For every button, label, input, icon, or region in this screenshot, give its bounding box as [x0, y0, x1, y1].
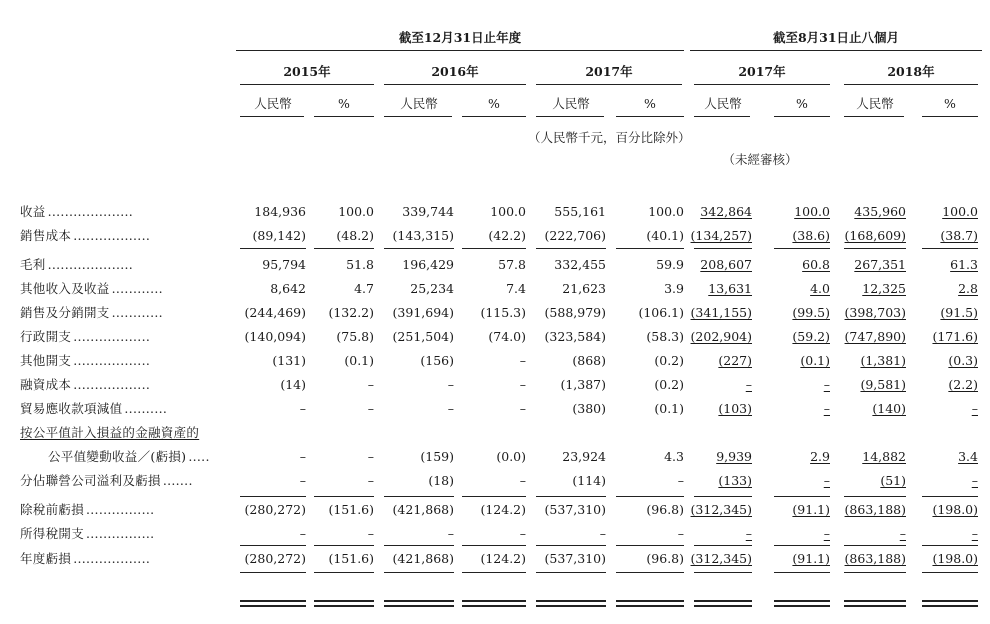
- subtotal-rule: [536, 545, 606, 546]
- cell-rmb-amount: (537,310): [544, 502, 606, 517]
- cell-rmb-amount: –: [447, 377, 454, 392]
- cell-rmb-amount: –: [745, 526, 752, 541]
- cell-rmb-amount: –: [899, 526, 906, 541]
- cell-rmb-amount: –: [599, 526, 606, 541]
- cell-rmb-amount: 12,325: [862, 281, 906, 296]
- total-double-rule: [384, 605, 454, 607]
- row-leader-dots: ............: [111, 281, 163, 296]
- cell-percent: –: [971, 401, 978, 416]
- cell-percent: 100.0: [338, 204, 374, 219]
- subtotal-rule: [384, 545, 454, 546]
- row-leader-dots: ..................: [73, 329, 151, 344]
- total-double-rule: [694, 600, 752, 602]
- subtotal-rule: [616, 248, 684, 249]
- cell-percent: 4.7: [354, 281, 374, 296]
- year-header: 2018年: [887, 64, 935, 79]
- row-label: 銷售及分銷開支: [20, 305, 110, 320]
- total-double-rule: [314, 600, 374, 602]
- year-header-rule: [844, 84, 978, 85]
- column-header-rmb-rule: [844, 116, 904, 117]
- column-header-rmb: 人民幣: [400, 96, 438, 111]
- cell-percent: 2.8: [958, 281, 978, 296]
- row-label: 收益: [20, 204, 46, 219]
- cell-rmb-amount: (323,584): [544, 329, 606, 344]
- subtotal-rule: [694, 545, 752, 546]
- subtotal-rule: [616, 572, 684, 573]
- cell-percent: –: [677, 526, 684, 541]
- cell-percent: –: [519, 353, 526, 368]
- cell-rmb-amount: (140,094): [244, 329, 306, 344]
- cell-rmb-amount: –: [745, 377, 752, 392]
- cell-percent: (151.6): [328, 502, 374, 517]
- cell-percent: (2.2): [948, 377, 978, 392]
- subtotal-rule: [774, 496, 830, 497]
- subtotal-rule: [922, 496, 978, 497]
- cell-percent: (40.1): [646, 228, 684, 243]
- cell-rmb-amount: (1,387): [560, 377, 606, 392]
- cell-percent: (99.5): [792, 305, 830, 320]
- cell-percent: (91.1): [792, 551, 830, 566]
- cell-rmb-amount: (143,315): [392, 228, 454, 243]
- subtotal-rule: [922, 545, 978, 546]
- row-leader-dots: .....: [188, 449, 210, 464]
- cell-rmb-amount: –: [299, 526, 306, 541]
- cell-rmb-amount: (391,694): [392, 305, 454, 320]
- cell-percent: (132.2): [328, 305, 374, 320]
- subtotal-rule: [314, 496, 374, 497]
- row-leader-dots: ............: [111, 305, 163, 320]
- row-label: 分佔聯營公司溢利及虧損: [20, 473, 161, 488]
- unit-note: （人民幣千元，百分比除外）: [528, 130, 691, 145]
- cell-rmb-amount: (380): [572, 401, 606, 416]
- cell-percent: (74.0): [488, 329, 526, 344]
- total-double-rule: [774, 605, 830, 607]
- year-header: 2017年: [585, 64, 633, 79]
- column-header-pct-rule: [462, 116, 526, 117]
- cell-rmb-amount: (131): [272, 353, 306, 368]
- cell-rmb-amount: (421,868): [392, 502, 454, 517]
- cell-rmb-amount: 342,864: [700, 204, 752, 219]
- cell-rmb-amount: 332,455: [554, 257, 606, 272]
- cell-percent: 59.9: [656, 257, 684, 272]
- subtotal-rule: [844, 545, 906, 546]
- cell-percent: 100.0: [648, 204, 684, 219]
- total-double-rule: [314, 605, 374, 607]
- column-header-pct: %: [796, 96, 808, 111]
- cell-percent: –: [823, 473, 830, 488]
- cell-percent: (151.6): [328, 551, 374, 566]
- year-header: 2017年: [738, 64, 786, 79]
- cell-percent: –: [519, 526, 526, 541]
- column-header-pct: %: [488, 96, 500, 111]
- cell-percent: (198.0): [932, 551, 978, 566]
- cell-percent: 60.8: [802, 257, 830, 272]
- subtotal-rule: [536, 496, 606, 497]
- cell-percent: (96.8): [646, 502, 684, 517]
- cell-percent: –: [971, 473, 978, 488]
- year-header-rule: [240, 84, 374, 85]
- row-label: 所得稅開支: [20, 526, 85, 541]
- cell-rmb-amount: 435,960: [854, 204, 906, 219]
- cell-rmb-amount: (280,272): [244, 551, 306, 566]
- subtotal-rule: [844, 496, 906, 497]
- year-header-rule: [694, 84, 830, 85]
- subtotal-rule: [844, 248, 906, 249]
- subtotal-rule: [462, 545, 526, 546]
- subtotal-rule: [314, 572, 374, 573]
- subtotal-rule: [774, 248, 830, 249]
- cell-percent: 57.8: [498, 257, 526, 272]
- group-header-fiscal-year: 截至12月31日止年度: [398, 30, 522, 45]
- total-double-rule: [844, 600, 906, 602]
- subtotal-rule: [774, 545, 830, 546]
- row-label: 其他開支: [20, 353, 72, 368]
- row-leader-dots: ..................: [73, 551, 151, 566]
- subtotal-rule: [462, 572, 526, 573]
- cell-rmb-amount: 23,924: [562, 449, 606, 464]
- cell-rmb-amount: (159): [420, 449, 454, 464]
- total-double-rule: [694, 605, 752, 607]
- cell-rmb-amount: 555,161: [554, 204, 606, 219]
- cell-percent: –: [367, 377, 374, 392]
- total-double-rule: [240, 605, 306, 607]
- cell-percent: –: [677, 473, 684, 488]
- group-header-eight-months: 截至8月31日止八個月: [772, 30, 900, 45]
- subtotal-rule: [240, 572, 306, 573]
- total-double-rule: [616, 600, 684, 602]
- cell-percent: 61.3: [950, 257, 978, 272]
- cell-rmb-amount: (588,979): [544, 305, 606, 320]
- year-header-rule: [536, 84, 682, 85]
- subtotal-rule: [922, 572, 978, 573]
- cell-percent: –: [367, 401, 374, 416]
- subtotal-rule: [694, 572, 752, 573]
- cell-percent: (91.5): [940, 305, 978, 320]
- cell-percent: (115.3): [480, 305, 526, 320]
- cell-percent: 100.0: [490, 204, 526, 219]
- cell-percent: –: [367, 473, 374, 488]
- subtotal-rule: [240, 248, 306, 249]
- cell-percent: (48.2): [336, 228, 374, 243]
- column-header-pct-rule: [616, 116, 684, 117]
- column-header-rmb-rule: [240, 116, 304, 117]
- cell-rmb-amount: (863,188): [844, 551, 906, 566]
- total-double-rule: [462, 600, 526, 602]
- cell-rmb-amount: (280,272): [244, 502, 306, 517]
- row-leader-dots: ................: [86, 526, 155, 541]
- year-header: 2015年: [283, 64, 331, 79]
- row-leader-dots: ..................: [73, 228, 151, 243]
- cell-percent: –: [519, 377, 526, 392]
- cell-rmb-amount: (114): [572, 473, 606, 488]
- cell-percent: (42.2): [488, 228, 526, 243]
- cell-percent: (0.1): [800, 353, 830, 368]
- cell-percent: 4.3: [664, 449, 684, 464]
- cell-percent: (96.8): [646, 551, 684, 566]
- subtotal-rule: [616, 545, 684, 546]
- cell-rmb-amount: (133): [718, 473, 752, 488]
- total-double-rule: [384, 600, 454, 602]
- row-leader-dots: ..................: [73, 377, 151, 392]
- cell-rmb-amount: (51): [880, 473, 906, 488]
- row-leader-dots: .......: [162, 473, 193, 488]
- cell-rmb-amount: –: [299, 401, 306, 416]
- year-header: 2016年: [431, 64, 479, 79]
- cell-percent: –: [823, 401, 830, 416]
- cell-percent: –: [367, 449, 374, 464]
- cell-percent: (0.0): [496, 449, 526, 464]
- cell-percent: 3.4: [958, 449, 978, 464]
- year-header-rule: [384, 84, 526, 85]
- cell-rmb-amount: 21,623: [562, 281, 606, 296]
- cell-percent: (91.1): [792, 502, 830, 517]
- cell-rmb-amount: –: [299, 473, 306, 488]
- cell-rmb-amount: (156): [420, 353, 454, 368]
- cell-rmb-amount: (1,381): [860, 353, 906, 368]
- subtotal-rule: [536, 572, 606, 573]
- cell-rmb-amount: (312,345): [690, 551, 752, 566]
- cell-rmb-amount: 196,429: [402, 257, 454, 272]
- cell-percent: –: [823, 526, 830, 541]
- cell-rmb-amount: (89,142): [252, 228, 306, 243]
- subtotal-rule: [694, 248, 752, 249]
- column-header-pct-rule: [774, 116, 830, 117]
- cell-percent: (0.3): [948, 353, 978, 368]
- row-leader-dots: ..................: [73, 353, 151, 368]
- cell-rmb-amount: 14,882: [862, 449, 906, 464]
- cell-percent: (38.7): [940, 228, 978, 243]
- cell-rmb-amount: (251,504): [392, 329, 454, 344]
- cell-rmb-amount: –: [299, 449, 306, 464]
- cell-rmb-amount: 184,936: [254, 204, 306, 219]
- column-header-rmb: 人民幣: [856, 96, 894, 111]
- subtotal-rule: [774, 572, 830, 573]
- cell-percent: (58.3): [646, 329, 684, 344]
- cell-rmb-amount: (421,868): [392, 551, 454, 566]
- cell-percent: (59.2): [792, 329, 830, 344]
- column-header-pct: %: [338, 96, 350, 111]
- cell-percent: (0.2): [654, 377, 684, 392]
- cell-percent: (0.1): [654, 401, 684, 416]
- cell-percent: (106.1): [638, 305, 684, 320]
- cell-rmb-amount: 208,607: [700, 257, 752, 272]
- total-double-rule: [922, 605, 978, 607]
- cell-percent: (171.6): [932, 329, 978, 344]
- row-label: 年度虧損: [20, 551, 72, 566]
- subtotal-rule: [384, 496, 454, 497]
- subtotal-rule: [384, 248, 454, 249]
- cell-percent: (198.0): [932, 502, 978, 517]
- cell-rmb-amount: (14): [280, 377, 306, 392]
- column-header-pct-rule: [314, 116, 374, 117]
- cell-rmb-amount: (863,188): [844, 502, 906, 517]
- row-label: 貿易應收款項減值: [20, 401, 123, 416]
- cell-rmb-amount: (868): [572, 353, 606, 368]
- column-header-rmb: 人民幣: [704, 96, 742, 111]
- cell-rmb-amount: 95,794: [262, 257, 306, 272]
- cell-percent: –: [971, 526, 978, 541]
- cell-percent: –: [519, 401, 526, 416]
- cell-rmb-amount: –: [447, 401, 454, 416]
- row-leader-dots: ................: [86, 502, 155, 517]
- subtotal-rule: [240, 496, 306, 497]
- subtotal-rule: [314, 248, 374, 249]
- row-leader-dots: ..........: [124, 401, 168, 416]
- total-double-rule: [922, 600, 978, 602]
- subtotal-rule: [616, 496, 684, 497]
- subtotal-rule: [844, 572, 906, 573]
- subtotal-rule: [240, 545, 306, 546]
- cell-rmb-amount: (537,310): [544, 551, 606, 566]
- column-header-rmb-rule: [384, 116, 452, 117]
- cell-percent: 100.0: [794, 204, 830, 219]
- cell-rmb-amount: (398,703): [844, 305, 906, 320]
- column-header-rmb: 人民幣: [254, 96, 292, 111]
- cell-rmb-amount: (202,904): [690, 329, 752, 344]
- cell-rmb-amount: (134,257): [690, 228, 752, 243]
- cell-rmb-amount: 25,234: [410, 281, 454, 296]
- cell-rmb-amount: (9,581): [860, 377, 906, 392]
- cell-rmb-amount: (341,155): [690, 305, 752, 320]
- cell-percent: (75.8): [336, 329, 374, 344]
- cell-rmb-amount: 13,631: [708, 281, 752, 296]
- subtotal-rule: [462, 248, 526, 249]
- cell-percent: 4.0: [810, 281, 830, 296]
- total-double-rule: [616, 605, 684, 607]
- unaudited-note: （未經審核）: [722, 152, 798, 167]
- column-header-pct: %: [944, 96, 956, 111]
- row-label: 融資成本: [20, 377, 72, 392]
- cell-rmb-amount: (227): [718, 353, 752, 368]
- cell-rmb-amount: (168,609): [844, 228, 906, 243]
- subtotal-rule: [536, 248, 606, 249]
- row-label: 毛利: [20, 257, 46, 272]
- row-leader-dots: ....................: [47, 257, 134, 272]
- column-header-pct-rule: [922, 116, 978, 117]
- row-label: 其他收入及收益: [20, 281, 110, 296]
- cell-rmb-amount: (103): [718, 401, 752, 416]
- column-header-rmb-rule: [536, 116, 604, 117]
- total-double-rule: [774, 600, 830, 602]
- cell-rmb-amount: (244,469): [244, 305, 306, 320]
- cell-percent: (38.6): [792, 228, 830, 243]
- cell-percent: 7.4: [506, 281, 526, 296]
- column-header-rmb-rule: [694, 116, 750, 117]
- subtotal-rule: [384, 572, 454, 573]
- cell-percent: –: [519, 473, 526, 488]
- cell-percent: 2.9: [810, 449, 830, 464]
- subtotal-rule: [922, 248, 978, 249]
- cell-rmb-amount: (222,706): [544, 228, 606, 243]
- cell-rmb-amount: (18): [428, 473, 454, 488]
- total-double-rule: [844, 605, 906, 607]
- cell-percent: (124.2): [480, 551, 526, 566]
- row-leader-dots: ....................: [47, 204, 134, 219]
- cell-percent: (124.2): [480, 502, 526, 517]
- cell-rmb-amount: 267,351: [854, 257, 906, 272]
- row-label: 除稅前虧損: [20, 502, 85, 517]
- cell-percent: (0.1): [344, 353, 374, 368]
- group-header-eight-months-rule: [690, 50, 982, 51]
- row-label: 行政開支: [20, 329, 72, 344]
- cell-rmb-amount: (140): [872, 401, 906, 416]
- row-label: 公平值變動收益／(虧損): [48, 449, 187, 464]
- column-header-rmb: 人民幣: [552, 96, 590, 111]
- total-double-rule: [536, 605, 606, 607]
- cell-rmb-amount: –: [447, 526, 454, 541]
- column-header-pct: %: [644, 96, 656, 111]
- cell-percent: 100.0: [942, 204, 978, 219]
- row-label: 按公平值計入損益的金融資產的: [20, 425, 200, 440]
- row-label: 銷售成本: [20, 228, 72, 243]
- group-header-fiscal-year-rule: [236, 50, 684, 51]
- subtotal-rule: [694, 496, 752, 497]
- cell-percent: 51.8: [346, 257, 374, 272]
- cell-rmb-amount: 9,939: [716, 449, 752, 464]
- total-double-rule: [240, 600, 306, 602]
- cell-rmb-amount: (312,345): [690, 502, 752, 517]
- cell-rmb-amount: 8,642: [270, 281, 306, 296]
- cell-rmb-amount: (747,890): [844, 329, 906, 344]
- subtotal-rule: [314, 545, 374, 546]
- cell-percent: –: [367, 526, 374, 541]
- cell-percent: –: [823, 377, 830, 392]
- total-double-rule: [462, 605, 526, 607]
- subtotal-rule: [462, 496, 526, 497]
- cell-rmb-amount: 339,744: [402, 204, 454, 219]
- cell-percent: (0.2): [654, 353, 684, 368]
- cell-percent: 3.9: [664, 281, 684, 296]
- total-double-rule: [536, 600, 606, 602]
